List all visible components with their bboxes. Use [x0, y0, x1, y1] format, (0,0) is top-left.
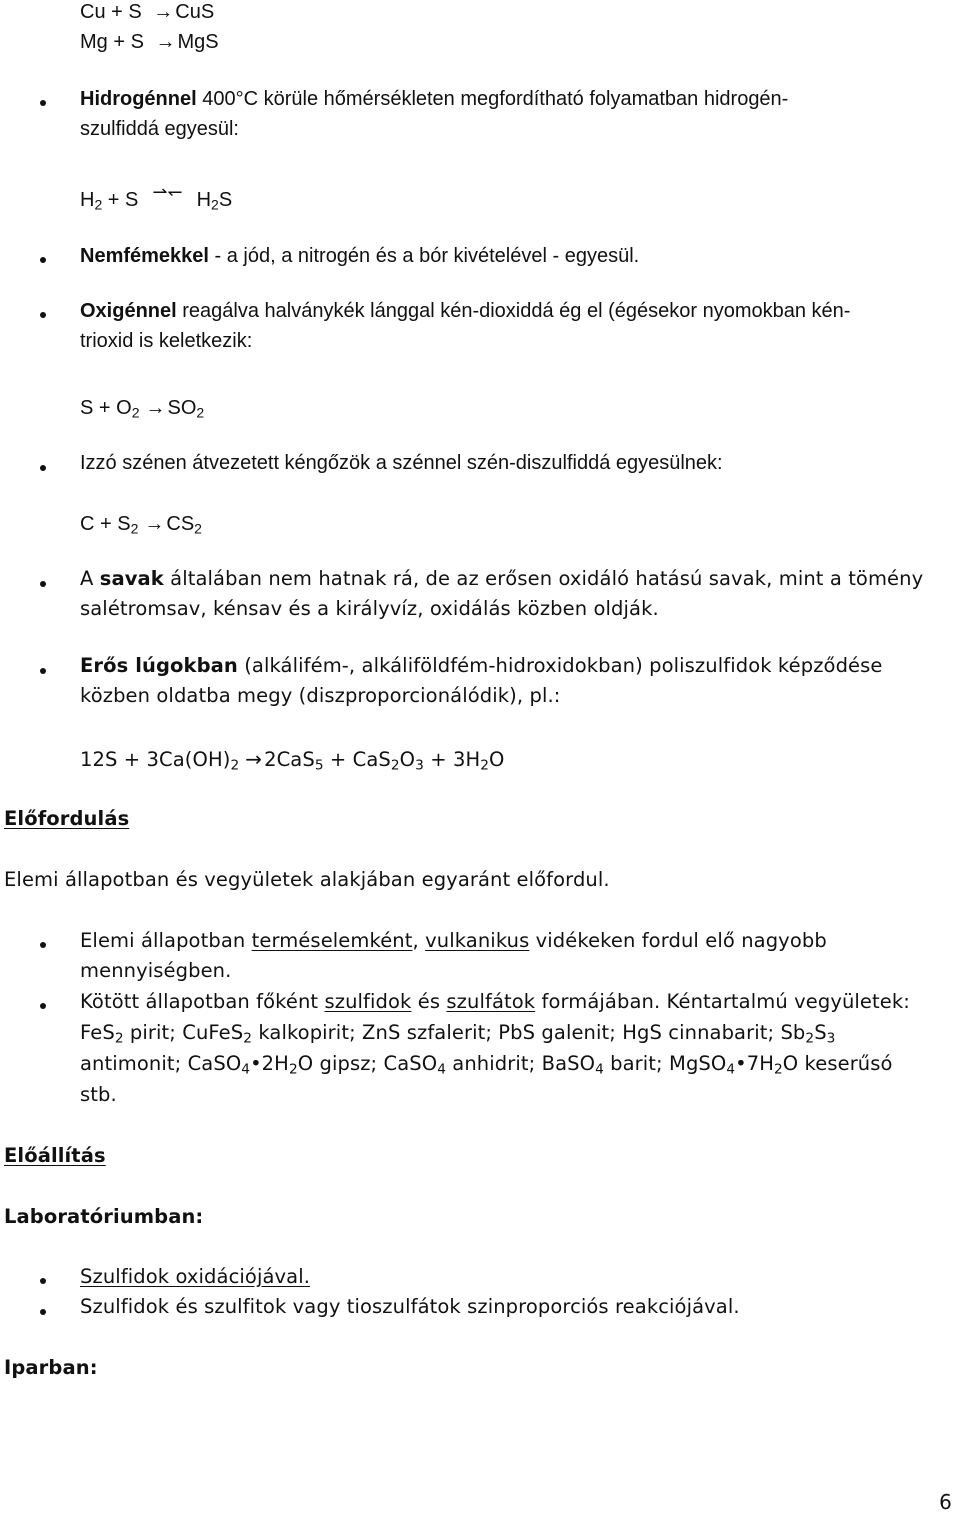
equation-mg: Mg + S → MgS: [80, 27, 219, 57]
link-szulfidok[interactable]: szulfidok: [324, 990, 412, 1013]
right-arrow-icon: →: [153, 1, 174, 23]
oxygen-line-2: trioxid is keletkezik:: [80, 330, 253, 352]
occurrence-bullet-2-line-3: antimonit; $CaSO_4•2H_2O$ gipsz; CaSO$_4$ anhidrit; BaSO$_4$ barit; $MgSO_4•7H_2O$ keserűsó: [80, 1052, 893, 1078]
bullet-icon: [40, 942, 46, 948]
heading-occurrence: Előfordulás: [4, 807, 130, 830]
alkali-line-1: Erős lúgokban (alkálifém-, alkáliföldfém-hidroxidokban) poliszulfidok képződése: [80, 654, 883, 677]
heading-laboratory: Laboratóriumban:: [4, 1205, 204, 1228]
right-arrow-icon: →: [155, 31, 176, 53]
right-arrow-icon: →: [245, 747, 263, 771]
hydrogen-line-2: szulfiddá egyesül:: [80, 118, 239, 140]
carbon-line: Izzó szénen átvezetett kéngőzök a szénnel szén-diszulfiddá egyesülnek:: [80, 452, 723, 474]
equation-h2s: $H_2 + S$ ⇀↽ $H_2S$: [80, 185, 232, 215]
link-vulkanikus[interactable]: vulkanikus: [425, 929, 530, 952]
link-szulfatok[interactable]: szulfátok: [446, 990, 536, 1013]
lab-bullet-1: [80, 1262, 310, 1292]
occurrence-bullet-1-line-1: Elemi állapotban terméselemként, vulkanikus vidékeken fordul elő nagyobb: [80, 929, 827, 952]
hydrogen-line-1: Hidrogénnel 400°C körüle hőmérsékleten megfordítható folyamatban hidrogén-: [80, 88, 789, 110]
bullet-icon: [40, 668, 46, 674]
occurrence-bullet-2-line-2: FeS$_2$ pirit; CuFeS$_2$ kalkopirit; ZnS szfalerit; PbS galenit; HgS cinnabarit; $Sb_2S_3$: [80, 1021, 836, 1047]
link-sulfide-oxidation[interactable]: Szulfidok oxidációjával.: [80, 1265, 311, 1288]
heading-production: Előállítás: [4, 1144, 106, 1167]
equation-cs2: $C + S_2 \to CS_2$: [80, 509, 202, 539]
right-arrow-icon: →: [144, 513, 165, 535]
bullet-icon: [40, 100, 46, 106]
occurrence-text: Elemi állapotban és vegyületek alakjában egyaránt előfordul.: [4, 868, 610, 891]
bullet-icon: [40, 257, 46, 263]
equilibrium-arrow-icon: ⇀↽: [152, 182, 183, 202]
occurrence-bullet-2-line-4: stb.: [80, 1083, 117, 1106]
bullet-icon: [40, 1278, 46, 1284]
equation-cu: Cu + S → CuS: [80, 0, 214, 27]
bullet-icon: [40, 1003, 46, 1009]
bullet-icon: [40, 465, 46, 471]
occurrence-bullet-2-line-1: Kötött állapotban főként szulfidok és szulfátok formájában. Kéntartalmú vegyületek:: [80, 990, 910, 1013]
page-number: 6: [939, 1490, 952, 1514]
equation-ca: $12S + 3Ca(OH)_2 \to 2CaS_5 + CaS_2O_3 + 3H_2O$: [80, 744, 504, 775]
bullet-icon: [40, 312, 46, 318]
right-arrow-icon: →: [145, 397, 166, 419]
heading-industry: Iparban:: [4, 1356, 98, 1379]
occurrence-bullet-1-line-2: mennyiségben.: [80, 959, 232, 982]
equation-so2: $S + O_2 \to SO_2$: [80, 393, 204, 423]
alkali-line-2: közben oldatba megy (diszproporcionálódik), pl.:: [80, 684, 561, 707]
bullet-icon: [40, 1309, 46, 1315]
bullet-icon: [40, 581, 46, 587]
nonmetal-line: Nemfémekkel - a jód, a nitrogén és a bór kivételével - egyesül.: [80, 245, 640, 267]
oxygen-line-1: Oxigénnel reagálva halványkék lánggal kén-dioxiddá ég el (égésekor nyomokban kén-: [80, 300, 851, 322]
link-terméselem[interactable]: terméselemként: [251, 929, 413, 952]
lab-bullet-2: Szulfidok és szulfitok vagy tioszulfátok szinproporciós reakciójával.: [80, 1295, 740, 1318]
acids-line-1: A savak általában nem hatnak rá, de az erősen oxidáló hatású savak, mint a tömény: [80, 567, 924, 590]
acids-line-2: salétromsav, kénsav és a királyvíz, oxidálás közben oldják.: [80, 597, 659, 620]
